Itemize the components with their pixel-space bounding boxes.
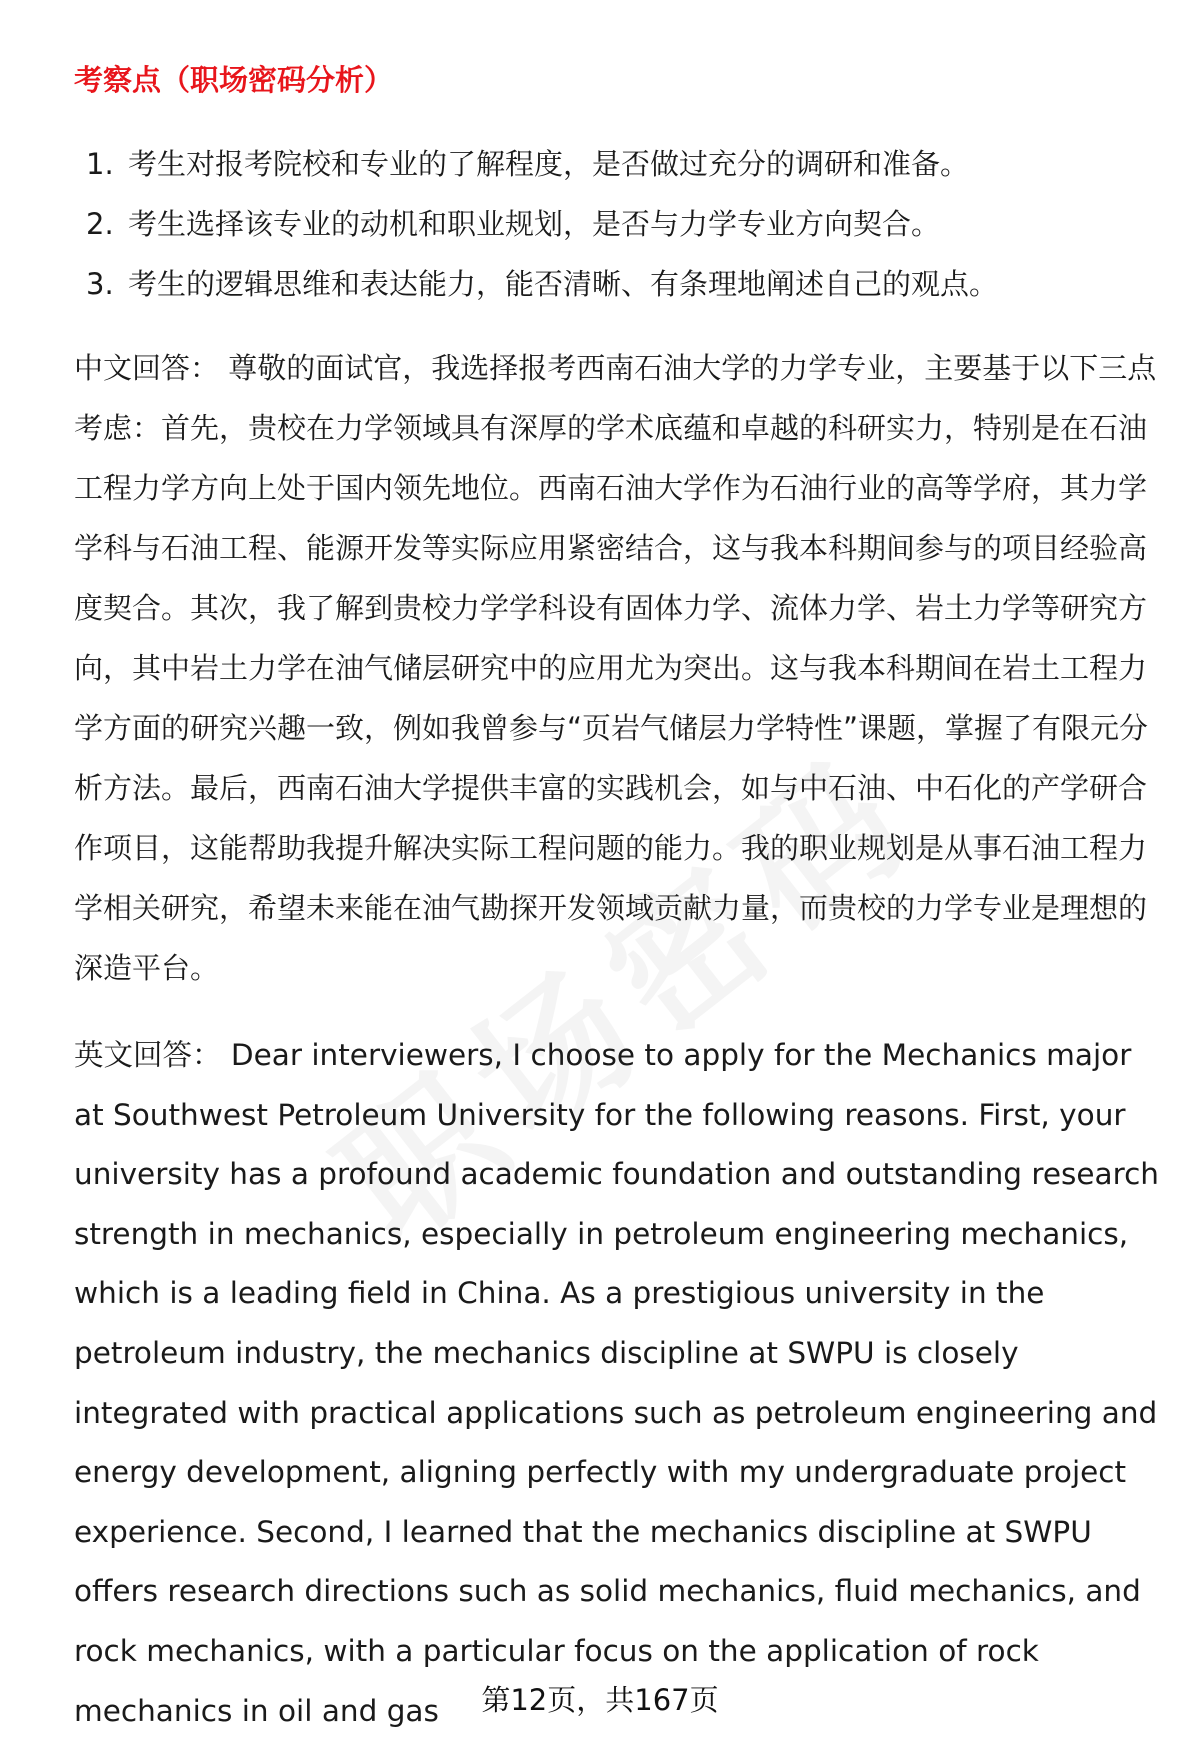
english-answer-label: 英文回答： (74, 1038, 222, 1072)
list-number: 3. (86, 267, 114, 301)
english-answer-text: Dear interviewers, I choose to apply for the Mechanics major at Southwest Petroleum University for the following reasons. First, your university has a profound academic foundation and outstanding research strength in mechanics, especially in petroleum engineering mechanics, which is a leading field in China. As a prestigious university in the petroleum industry, the mechanics discipline at SWPU is closely integrated with practical applications such as petroleum engineering and energy development, aligning perfectly with my undergraduate project experience. Second, I learned that the mechanics discipline at SWPU offers research directions such as solid mechanics, fluid mechanics, and rock mechanics, with a particular focus on the application of rock mechanics in oil and gas (74, 1038, 1159, 1728)
page-number-footer: 第12页，共167页 (481, 1683, 719, 1717)
chinese-answer-paragraph (74, 338, 1164, 998)
list-item-text: 考生对报考院校和专业的了解程度，是否做过充分的调研和准备。 (128, 147, 970, 181)
list-number: 1. (86, 147, 114, 181)
english-answer-paragraph (74, 1026, 1169, 1741)
list-number: 2. (86, 207, 114, 241)
list-item-text: 考生选择该专业的动机和职业规划，是否与力学专业方向契合。 (128, 207, 941, 241)
list-item (86, 254, 998, 314)
section-title: 考察点（职场密码分析） (74, 63, 394, 97)
chinese-answer-text: 尊敬的面试官，我选择报考西南石油大学的力学专业，主要基于以下三点考虑：首先，贵校在力学领域具有深厚的学术底蕴和卓越的科研实力，特别是在石油工程力学方向上处于国内领先地位。西南石油大学作为石油行业的高等学府，其力学学科与石油工程、能源开发等实际应用紧密结合，这与我本科期间参与的项目经验高度契合。其次，我了解到贵校力学学科设有固体力学、流体力学、岩土力学等研究方向，其中岩土力学在油气储层研究中的应用尤为突出。这与我本科期间在岩土工程力学方面的研究兴趣一致，例如我曾参与“页岩气储层力学特性”课题，掌握了有限元分析方法。最后，西南石油大学提供丰富的实践机会，如与中石油、中石化的产学研合作项目，这能帮助我提升解决实际工程问题的能力。我的职业规划是从事石油工程力学相关研究，希望未来能在油气勘探开发领域贡献力量，而贵校的力学专业是理想的深造平台。 (74, 351, 1157, 985)
list-item (86, 134, 998, 194)
list-item-text: 考生的逻辑思维和表达能力，能否清晰、有条理地阐述自己的观点。 (128, 267, 999, 301)
list-item (86, 194, 998, 254)
key-points-list (86, 134, 998, 314)
chinese-answer-label: 中文回答： (74, 351, 220, 385)
